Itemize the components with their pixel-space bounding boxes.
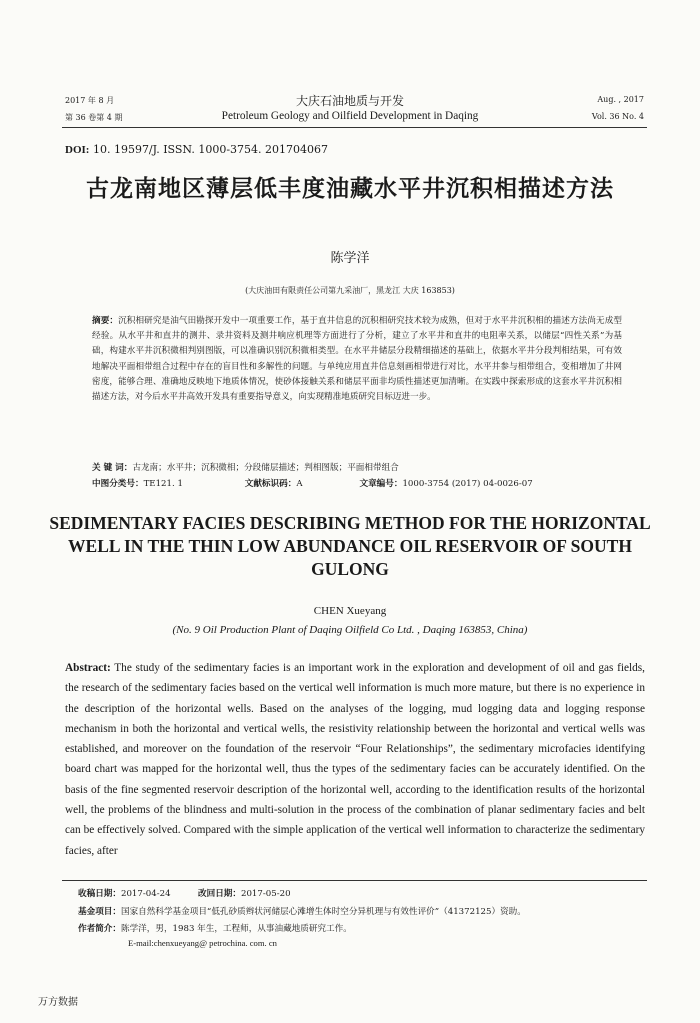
keywords-cn-label: 关 键 词： — [92, 463, 133, 473]
article-no-value: 1000-3754 (2017) 04-0026-07 — [402, 479, 533, 489]
abstract-en-label: Abstract: — [65, 662, 111, 674]
clc-value: TE121. 1 — [143, 479, 183, 489]
title-en: SEDIMENTARY FACIES DESCRIBING METHOD FOR THE HORIZONTAL WELL IN THE THIN LOW ABUNDANCE OIL RESERVOIR OF SOUTH GULONG — [49, 513, 651, 579]
author-email: E-mail:chenxueyang@ petrochina. com. cn — [128, 938, 277, 948]
doc-code-label: 文献标识码： — [244, 479, 297, 489]
doi-label: DOI — [65, 144, 86, 156]
footnote-rule — [62, 880, 647, 881]
received-label: 收稿日期： — [78, 889, 121, 899]
doc-code-value: A — [296, 479, 303, 489]
keywords-cn-text: 古龙南；水平井；沉积微相；分段储层描述；判相图版；平面相带组合 — [132, 463, 399, 473]
abstract-en-text: The study of the sedimentary facies is an important work in the exploration and development of oil and gas fields, the research of the sedimentary facies based on the vertical well information is much more mature, but there is no experience in the description of the horizontal wells. Based on the analyses of the logging, mud logging data and logging response mechanism in both the horizontal and vertical wells, the resistivity relationship between the horizontal and vertical wells was established, and moreover on the foundation of the reservoir “Four Relationships”, the sedimentary microfacies identifying board chart was mapped for the horizontal well, thus the types of the sedimentary facies can be accurately identified. On the basis of the fine segmented reservoir description of the horizontal well, according to the identification results of the horizontal well, the problems of the blindness and multi-solution in the process of the combination of planar sedimentary facies and belt can be effectively solved. Compared with the simple application of the vertical well information to characterize the sedimentary facies, after — [65, 662, 645, 857]
footnote-dates — [78, 887, 648, 899]
keywords-cn — [92, 461, 399, 473]
fund-value: 国家自然科学基金项目“低孔砂质辫状河储层心滩增生体时空分异机理与有效性评价”（41372125）资助。 — [120, 907, 526, 917]
footnote-author — [78, 922, 648, 934]
journal-title-cn: 大庆石油地质与开发 — [295, 94, 404, 108]
footnote-fund — [78, 905, 648, 917]
author-bio-value: 陈学洋，男，1983 年生，工程师，从事油藏地质研究工作。 — [120, 924, 352, 934]
journal-title-en: Petroleum Geology and Oilfield Development in Daqing — [221, 110, 479, 122]
fund-label: 基金项目： — [78, 907, 121, 917]
issue-volume-cn: 第 36 卷第 4 期 — [65, 113, 123, 122]
affiliation-en: (No. 9 Oil Production Plant of Daqing Oilfield Co Ltd. , Daqing 163853, China) — [172, 624, 528, 636]
classification-line — [92, 477, 622, 489]
issue-date-en: Aug. , 2017 — [597, 95, 644, 104]
revised-label: 改回日期： — [198, 889, 241, 899]
doi-value: 10. 19597/J. ISSN. 1000-3754. 201704067 — [92, 143, 329, 156]
header-rule — [62, 127, 647, 128]
affiliation-cn: (大庆油田有限责任公司第九采油厂，黑龙江 大庆 163853) — [245, 286, 455, 295]
doi-line: DOI: 10. 19597/J. ISSN. 1000-3754. 201704067 — [65, 143, 329, 156]
clc-label: 中图分类号： — [92, 479, 144, 489]
revised-value: 2017-05-20 — [241, 889, 291, 899]
issue-volume-en: Vol. 36 No. 4 — [591, 112, 644, 121]
author-en: CHEN Xueyang — [313, 605, 387, 617]
abstract-cn-label: 摘要： — [92, 316, 119, 326]
article-no-label: 文章编号： — [359, 479, 403, 489]
abstract-cn — [92, 314, 622, 405]
author-cn: 陈学洋 — [330, 251, 370, 266]
abstract-cn-text: 沉积相研究是油气田勘探开发中一项重要工作，基于直井信息的沉积相研究技术较为成熟，但对于水平井沉积相的描述方法尚无成型经验。从水平井和直井的测井、录井资料及测井响应机理等方面进行了分析，建立了水平井和直井的电阻率关系，以储层“四性关系”为基础，构建水平井沉积微相判别图版，可以准确识别沉积微相类型。在水平井储层分段精细描述的基础上，依据水平井分段判相结果，可有效地解决平面相带组合过程中存在的盲目性和多解性的问题。与单纯应用直井信息刻画相带进行对比，水平井参与相带组合，变相增加了井网密度，能够合理、准确地反映地下地质体情况，使砂体接触关系和储层平面非均质性描述更加清晰。在实践中探索形成的这套水平井沉积相描述方法，对今后水平井高效开发具有重要指导意义，向实现精准地质研究目标迈进一步。 — [92, 316, 622, 403]
received-value: 2017-04-24 — [120, 889, 171, 899]
abstract-en — [65, 658, 645, 861]
watermark-text: 万方数据 — [38, 997, 78, 1008]
title-cn: 古龙南地区薄层低丰度油藏水平井沉积相描述方法 — [86, 176, 614, 202]
author-bio-label: 作者简介： — [78, 924, 121, 934]
issue-date-cn: 2017 年 8 月 — [65, 96, 115, 105]
